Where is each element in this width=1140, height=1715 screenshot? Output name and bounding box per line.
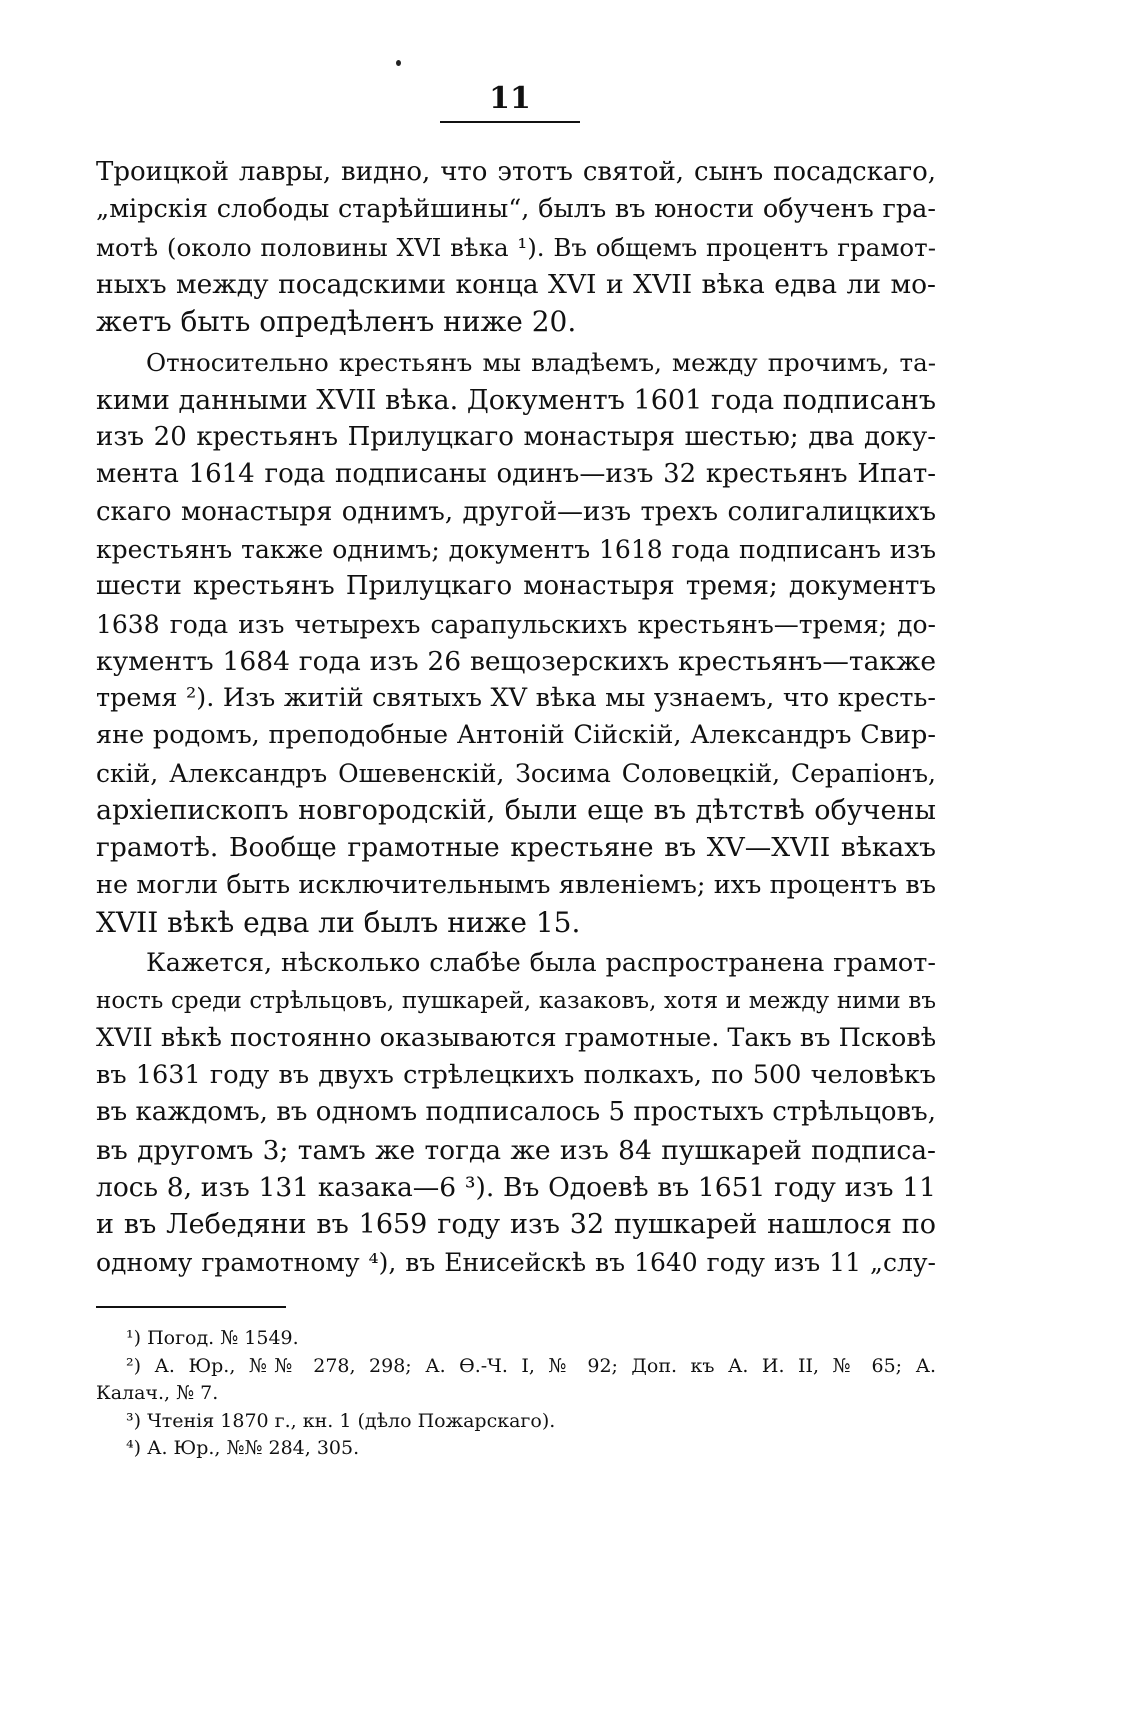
text-line: и въ Лебедяни въ 1659 году изъ 32 пушкарей нашлося по [96, 1209, 936, 1241]
footnote-rule [96, 1306, 286, 1308]
text-line: XVII вѣкѣ едва ли былъ ниже 15. [96, 905, 581, 939]
text-line: 1638 года изъ четырехъ сарапульскихъ крестьянъ—тремя; до- [96, 609, 936, 639]
text-line: Троицкой лавры, видно, что этотъ святой, сынъ посадскаго, [96, 157, 936, 187]
text-line: шести крестьянъ Прилуцкаго монастыря тремя; документъ [96, 571, 936, 602]
ink-speck [396, 60, 401, 66]
text-line: Относительно крестьянъ мы владѣемъ, между прочимъ, та- [146, 348, 936, 378]
text-line: архіепископъ новгородскій, были еще въ дѣтствѣ обучены [96, 795, 936, 827]
body-text [96, 154, 936, 1281]
footnote-line: ²) А. Юр., №№ 278, 298; А. Ѳ.-Ч. I, № 92; Доп. къ А. И. II, № 65; А. [126, 1354, 936, 1377]
text-line: Кажется, нѣсколько слабѣе была распространена грамот- [146, 948, 936, 979]
text-line: въ 1631 году въ двухъ стрѣлецкихъ полкахъ, по 500 человѣкъ [96, 1060, 936, 1091]
text-line: „мірскія слободы старѣйшины“, былъ въ юности обученъ гра- [96, 194, 936, 225]
text-line: кументъ 1684 года изъ 26 вещозерскихъ крестьянъ—также [96, 645, 936, 677]
page-number-rule [440, 121, 580, 123]
text-line: изъ 20 крестьянъ Прилуцкаго монастыря шестью; два доку- [96, 422, 936, 453]
footnote-line: ¹) Погод. № 1549. [126, 1327, 299, 1349]
text-line: скій, Александръ Ошевенскій, Зосима Соловецкій, Серапіонъ, [96, 758, 936, 788]
text-line: яне родомъ, преподобные Антоній Сійскій, Александръ Свир- [96, 720, 936, 751]
text-line: XVII вѣкѣ постоянно оказываются грамотные. Такъ въ Псковѣ [96, 1022, 937, 1053]
text-line: ность среди стрѣльцовъ, пушкарей, казаковъ, хотя и между ними въ [96, 987, 936, 1014]
text-line: грамотѣ. Вообще грамотные крестьяне въ XV—XVII вѣкахъ [96, 832, 936, 864]
text-line: въ каждомъ, въ одномъ подписалось 5 простыхъ стрѣльцовъ, [96, 1097, 936, 1128]
text-line: лось 8, изъ 131 казака—6 ³). Въ Одоевѣ въ 1651 году изъ 11 [96, 1172, 936, 1204]
footnote-line: ³) Чтенія 1870 г., кн. 1 (дѣло Пожарскаго). [126, 1409, 556, 1432]
text-line: мотѣ (около половины XVI вѣка ¹). Въ общемъ процентъ грамот- [96, 232, 936, 262]
text-line: въ другомъ 3; тамъ же тогда же изъ 84 пушкарей подписа- [96, 1134, 936, 1166]
page-number: 11 [489, 81, 531, 116]
text-line: кими данными XVII вѣка. Документъ 1601 года подписанъ [96, 384, 936, 416]
text-line: крестьянъ также однимъ; документъ 1618 года подписанъ изъ [96, 534, 936, 564]
text-line: не могли быть исключительнымъ явленіемъ; ихъ процентъ въ [96, 869, 936, 900]
text-line: жетъ быть опредѣленъ ниже 20. [96, 305, 577, 339]
text-line: одному грамотному ⁴), въ Енисейскѣ въ 1640 году изъ 11 „слу- [96, 1247, 936, 1277]
footnote-line: Калач., № 7. [96, 1382, 219, 1404]
footnote-line: ⁴) А. Юр., №№ 284, 305. [126, 1437, 360, 1459]
text-line: тремя ²). Изъ житій святыхъ XV вѣка мы узнаемъ, что кресть- [96, 683, 936, 714]
text-line: мента 1614 года подписаны одинъ—изъ 32 крестьянъ Ипат- [96, 459, 936, 490]
text-line: скаго монастыря однимъ, другой—изъ трехъ солигалицкихъ [96, 496, 936, 527]
text-line: ныхъ между посадскими конца XVI и XVII вѣка едва ли мо- [96, 268, 936, 300]
footnotes [96, 1325, 936, 1463]
